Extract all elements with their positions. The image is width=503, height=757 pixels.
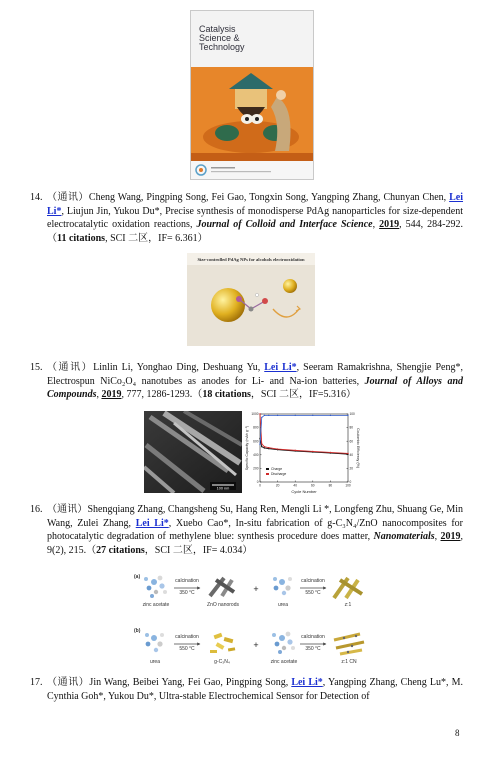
y-axis-label-right: Coulombic Efficiency (%) (356, 428, 360, 468)
series-point-efficiency (261, 417, 262, 418)
entry-number: 14. (30, 192, 43, 203)
large-nanoparticle (211, 288, 245, 322)
publication-entry-14 (30, 191, 464, 245)
authors-before: Cheng Wang, Pingping Song, Fei Gao, Tongxin Song, Yangping Zhang, Chunyan Chen, (88, 192, 450, 203)
gcn-sheets (210, 633, 235, 653)
x-tick-label: 0 (259, 483, 261, 488)
series-point-discharge (330, 452, 331, 453)
series-point-efficiency (268, 415, 269, 416)
chart-ticks (251, 412, 355, 487)
label-result-b: z:1 CN (341, 659, 357, 665)
series-point-discharge (261, 443, 262, 444)
cover-artwork (191, 67, 313, 161)
series-line-charge (260, 438, 348, 454)
journal-cover-image (190, 10, 314, 180)
urea-molecule-b (145, 633, 164, 652)
entry-number: 15. (30, 362, 43, 373)
y-axis-label-left: Specific Capacity (mAh g⁻¹) (245, 425, 249, 471)
series-point-efficiency (330, 415, 331, 416)
pdag-illustration (187, 253, 315, 346)
cover-footer (191, 161, 313, 179)
series-point-efficiency (264, 415, 265, 416)
highlighted-author: Lei Li* (47, 192, 464, 217)
publication-year: 2019 (101, 389, 122, 401)
series-point-discharge (312, 451, 313, 452)
label-gcn: g-C₃N₄ (214, 659, 230, 665)
label-zno-nanorods: ZnO nanorods (207, 602, 239, 608)
impact-info: , SCI 二区，IF= 6.361） (105, 232, 208, 244)
y-tick-label-right: 80 (349, 425, 354, 430)
cycling-chart-svg (244, 411, 360, 495)
series-point-charge (264, 447, 265, 448)
separator: , (96, 389, 102, 401)
entry-number: 17. (30, 677, 43, 688)
label-calcination-a1: calcination (175, 578, 199, 584)
y-tick-label-left: 1000 (251, 412, 259, 417)
series-point-discharge (295, 450, 296, 451)
scale-bar-label: 100 nm (216, 486, 230, 491)
citation-count: 18 citations (202, 389, 251, 401)
y-tick-label-left: 800 (253, 425, 259, 430)
volume-pages: , 544, 284-292.（ (47, 219, 463, 244)
separator: , (372, 219, 380, 231)
zinc-acetate-molecule-b (272, 632, 295, 654)
legend-charge: Charge (271, 467, 283, 471)
corresponding-tag: （通讯） (47, 677, 90, 688)
series-point-efficiency (312, 415, 313, 416)
y-tick-label-right: 0 (349, 480, 352, 485)
page-number: 8 (455, 728, 460, 738)
journal-name: Nanomaterials (373, 531, 435, 543)
publication-year: 2019 (379, 219, 400, 231)
cover-title-line-1: Catalysis (199, 24, 236, 34)
authors-after-title: , Liujun Jin, Yukou Du*, Precise synthesis of monodisperse PdAg nanoparticles for size-dependent electrocatalytic oxidation reactions, (47, 205, 463, 231)
corresponding-tag: （通讯） (47, 362, 94, 373)
separator: , (434, 531, 441, 543)
series-point-charge (261, 446, 262, 447)
impact-info: ，SCI 二区，IF= 4.034） (144, 544, 253, 556)
volume-pages: , 777, 1286-1293.（ (121, 389, 203, 401)
publication-entry-15 (30, 361, 464, 402)
urea-molecule-a (273, 577, 292, 595)
series-point-discharge (268, 447, 269, 448)
panel-b-label: (b) (134, 628, 141, 634)
synthesis-scheme-svg (130, 566, 372, 670)
highlighted-author: Lei Li* (135, 517, 169, 529)
series-line-efficiency (260, 415, 348, 444)
y-tick-label-right: 100 (349, 412, 355, 417)
composite-product-b (334, 634, 364, 654)
label-temp-a1: 350 °C (179, 590, 195, 596)
impact-info: ，SCI 二区，IF=5.316） (250, 389, 357, 401)
corresponding-tag: （通讯） (47, 504, 88, 515)
cover-title-line-3: Technology (199, 42, 245, 52)
series-point-discharge (277, 448, 278, 449)
cover-title-line-2: Science & (199, 33, 240, 43)
plus-sign-a: + (253, 584, 259, 594)
label-urea-b: urea (149, 659, 161, 665)
abstract-title: Size-controlled PdAg NPs for alcohols electrooxidation (197, 257, 305, 262)
label-temp-b1: 550 °C (179, 646, 195, 652)
entry-number: 16. (30, 504, 43, 515)
y-tick-label-right: 20 (349, 466, 354, 471)
x-tick-label: 80 (328, 483, 333, 488)
label-calcination-b1: calcination (175, 634, 199, 640)
label-result-a: z:1 (344, 602, 352, 608)
y-tick-label-left: 400 (253, 452, 259, 457)
citation-count: 27 citations (96, 544, 145, 556)
zno-nanorods (210, 578, 234, 596)
publication-entry-16 (30, 503, 464, 557)
series-point-discharge (264, 446, 265, 447)
sem-micrograph (144, 411, 242, 493)
journal-name: Journal of Colloid and Interface Science (196, 219, 373, 231)
series-point-discharge (347, 453, 348, 454)
series-point-efficiency (295, 415, 296, 416)
x-axis-label: Cycle Number (291, 489, 317, 494)
cycling-performance-chart (244, 411, 360, 495)
authors-before: Jin Wang, Beibei Yang, Fei Gao, Pingping Song, (89, 677, 292, 688)
x-tick-label: 100 (345, 483, 351, 488)
chart-series (259, 413, 348, 455)
cover-footer-logo (195, 164, 309, 176)
label-temp-b2: 350 °C (305, 646, 321, 652)
graphical-abstract-pdag (187, 253, 315, 346)
small-nanoparticle (283, 279, 297, 293)
label-calcination-a2: calcination (301, 578, 325, 584)
chart-legend (266, 467, 286, 476)
y-tick-label-left: 600 (253, 439, 259, 444)
legend-discharge: Discharge (271, 472, 287, 476)
label-calcination-b2: calcination (301, 634, 325, 640)
volume-pages: , 9(2), 215.（ (47, 531, 463, 556)
authors-after-title: , Xuebo Cao*, In-situ fabrication of g-C₃N₄/ZnO nanocomposites for photocatalytic degradation of methylene blue: synthesis procedure does matter, (47, 517, 463, 543)
label-zinc-acetate-b: zinc acetate (270, 659, 298, 665)
y-tick-label-right: 40 (349, 452, 354, 457)
citation-count: 11 citations (57, 232, 106, 244)
label-temp-a2: 550 °C (305, 590, 321, 596)
series-line-discharge (260, 414, 348, 453)
cover-journal-title (199, 25, 245, 52)
series-point-efficiency (259, 444, 260, 445)
journal-name: Journal of Alloys and Compounds (47, 375, 464, 401)
corresponding-tag: （通讯） (47, 192, 89, 203)
y-tick-label-right: 60 (349, 439, 354, 444)
cover-header (191, 11, 313, 67)
highlighted-author: Lei Li* (291, 677, 323, 688)
label-urea-a: urea (277, 602, 289, 608)
composite-product-a (334, 578, 362, 598)
authors-after-title: , Yangping Zhang, Cheng Lu*, M. Cynthia Goh*, Yukou Du*, Ultra-stable Electrochemical Sensor for Detection of (47, 677, 463, 702)
x-tick-label: 40 (293, 483, 297, 488)
authors-after-title: , Seeram Ramakrishna, Shengjie Peng*, Electrospun NiCo₂O₄ nanotubes as anodes for Li- and Na-ion batteries, (47, 362, 463, 387)
publication-year: 2019 (440, 531, 461, 543)
x-tick-label: 20 (275, 483, 280, 488)
y-tick-label-left: 0 (256, 480, 259, 485)
series-point-efficiency (277, 415, 278, 416)
synthesis-scheme (130, 566, 372, 670)
sem-image-nanotubes (144, 411, 242, 493)
y-tick-label-left: 200 (253, 466, 259, 471)
authors-before: Linlin Li, Yonghao Ding, Deshuang Yu, (93, 362, 265, 373)
authors-before: Shengqiang Zhang, Changsheng Su, Hang Ren, Mengli Li *, Longfeng Zhu, Shuang Ge, Min Wang, Zulei Zhang, (47, 504, 464, 529)
series-point-discharge (259, 413, 260, 414)
plus-sign-b: + (253, 640, 259, 650)
publication-entry-17 (30, 676, 463, 703)
series-point-efficiency (347, 415, 348, 416)
zinc-acetate-molecule-a (144, 576, 167, 598)
x-tick-label: 60 (311, 483, 315, 488)
highlighted-author: Lei Li* (264, 362, 297, 373)
panel-a-label: (a) (134, 574, 141, 580)
label-zinc-acetate-a: zinc acetate (142, 602, 170, 608)
